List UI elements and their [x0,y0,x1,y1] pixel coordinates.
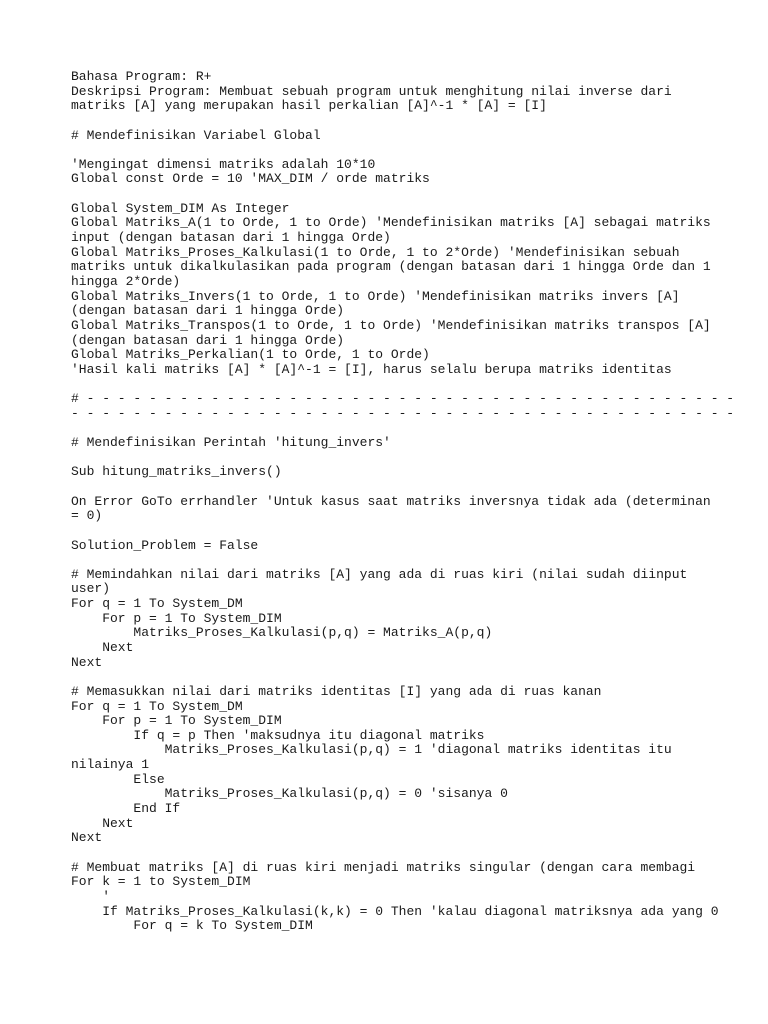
code-line: # Mendefinisikan Perintah 'hitung_invers' [71,435,391,451]
code-line: 'Hasil kali matriks [A] * [A]^-1 = [I], harus selalu berupa matriks identitas [71,361,672,377]
code-line [71,553,711,568]
code-line: hingga 2*Orde) [71,273,181,289]
code-line: End If [71,801,181,817]
code-line [71,377,711,392]
code-line: (dengan batasan dari 1 hingga Orde) [71,332,345,348]
code-line: Matriks_Proses_Kalkulasi(p,q) = 0 'sisanya 0 [71,786,508,802]
code-line: For q = 1 To System_DM [71,698,243,714]
code-line: Matriks_Proses_Kalkulasi(p,q) = Matriks_A(p,q) [71,625,493,641]
code-line: Global System_DIM As Integer [71,200,290,216]
code-line: # Memindahkan nilai dari matriks [A] yang ada di ruas kiri (nilai sudah diinput [71,566,688,582]
code-line: For p = 1 To System_DIM [71,610,282,626]
code-line: For p = 1 To System_DIM [71,713,282,729]
code-line: Sub hitung_matriks_invers() [71,464,282,480]
code-line: For q = 1 To System_DM [71,596,243,612]
code-line: Else [71,771,165,787]
code-line: Global Matriks_A(1 to Orde, 1 to Orde) 'Mendefinisikan matriks [A] sebagai matriks [71,215,711,231]
code-line: # Membuat matriks [A] di ruas kiri menjadi matriks singular (dengan cara membagi [71,859,696,875]
code-line: Global Matriks_Proses_Kalkulasi(1 to Orde, 1 to 2*Orde) 'Mendefinisikan sebuah [71,244,680,260]
code-line: - - - - - - - - - - - - - - - - - - - - - - - - - - - - - - - - - - - - - - - - - - - [71,405,735,421]
code-line: Global const Orde = 10 'MAX_DIM / orde matriks [71,171,430,187]
code-line [71,421,711,436]
code-line: On Error GoTo errhandler 'Untuk kasus saat matriks inversnya tidak ada (determinan [71,493,711,509]
code-line: Next [71,830,103,846]
code-line: Next [71,654,103,670]
code-line: Global Matriks_Invers(1 to Orde, 1 to Orde) 'Mendefinisikan matriks invers [A] [71,288,680,304]
code-line: # Mendefinisikan Variabel Global [71,127,321,143]
code-line: Next [71,815,134,831]
code-line: For q = k To System_DIM [71,918,313,934]
code-line: # - - - - - - - - - - - - - - - - - - - - - - - - - - - - - - - - - - - - - - - - - - [71,391,735,407]
code-line: matriks untuk dikalkulasikan pada program (dengan batasan dari 1 hingga Orde dan 1 [71,259,711,275]
code-line [71,187,711,202]
code-line [71,846,711,861]
code-line: ' [71,888,111,904]
code-line [71,143,711,158]
code-line: Global Matriks_Transpos(1 to Orde, 1 to Orde) 'Mendefinisikan matriks transpos [A] [71,317,711,333]
code-line: Global Matriks_Perkalian(1 to Orde, 1 to Orde) [71,347,430,363]
code-line: Deskripsi Program: Membuat sebuah program untuk menghitung nilai inverse dari [71,83,672,99]
code-line: user) [71,581,111,597]
code-line: nilainya 1 [71,757,150,773]
code-line: If q = p Then 'maksudnya itu diagonal matriks [71,727,485,743]
code-line [71,524,711,539]
code-line [71,114,711,129]
code-line: Matriks_Proses_Kalkulasi(p,q) = 1 'diagonal matriks identitas itu [71,742,672,758]
code-line: 'Mengingat dimensi matriks adalah 10*10 [71,156,376,172]
code-line: (dengan batasan dari 1 hingga Orde) [71,303,345,319]
code-line: = 0) [71,508,103,524]
code-line: If Matriks_Proses_Kalkulasi(k,k) = 0 Then 'kalau diagonal matriksnya ada yang 0 [71,903,719,919]
code-line [71,670,711,685]
code-listing [71,69,735,934]
code-line: Solution_Problem = False [71,537,259,553]
code-line [71,480,711,495]
code-line: # Memasukkan nilai dari matriks identitas [I] yang ada di ruas kanan [71,683,602,699]
code-line: For k = 1 to System_DIM [71,874,251,890]
code-line: input (dengan batasan dari 1 hingga Orde) [71,230,391,246]
code-line [71,451,711,466]
code-line: Bahasa Program: R+ [71,69,212,84]
code-line: matriks [A] yang merupakan hasil perkalian [A]^-1 * [A] = [I] [71,98,547,114]
code-line: Next [71,639,134,655]
